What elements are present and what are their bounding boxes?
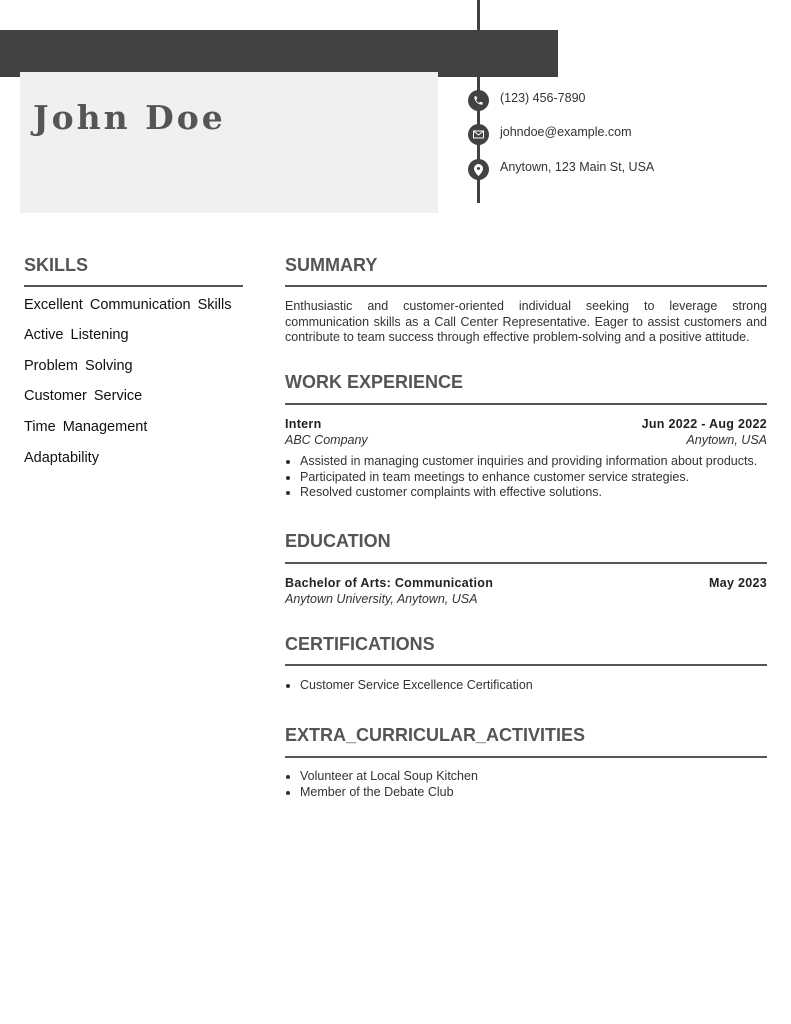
- skill-item: Excellent Communication Skills: [24, 297, 232, 313]
- divider: [285, 664, 767, 666]
- degree: Bachelor of Arts: Communication: [285, 576, 494, 590]
- job-dates: Jun 2022 - Aug 2022: [641, 417, 767, 431]
- skill-item: Time Management: [24, 419, 148, 435]
- name-box: [20, 72, 438, 213]
- email-icon: [468, 124, 489, 145]
- activities-list: [285, 769, 782, 800]
- graduation-date: May 2023: [709, 576, 767, 590]
- certification-item: • Customer Service Excellence Certification: [300, 678, 782, 694]
- education-heading: EDUCATION: [285, 531, 391, 551]
- activities-heading: EXTRA_CURRICULAR_ACTIVITIES: [285, 725, 586, 745]
- activity-item: • Member of the Debate Club: [300, 785, 782, 801]
- summary-heading: SUMMARY: [285, 255, 378, 275]
- address-text: Anytown, 123 Main St, USA: [500, 160, 655, 174]
- school: Anytown University, Anytown, USA: [285, 592, 478, 606]
- divider: [285, 403, 767, 405]
- divider: [285, 285, 767, 287]
- divider: [285, 562, 767, 564]
- divider: [24, 285, 243, 287]
- skill-item: Problem Solving: [24, 358, 133, 374]
- bullet-item: • Participated in team meetings to enhance customer service strategies.: [300, 470, 782, 486]
- activity-item: • Volunteer at Local Soup Kitchen: [300, 769, 782, 785]
- phone-text: (123) 456-7890: [500, 91, 586, 105]
- skill-item: Customer Service: [24, 388, 143, 404]
- divider: [285, 756, 767, 758]
- bullet-item: • Assisted in managing customer inquiries and providing information about products.: [300, 454, 782, 470]
- skills-heading: SKILLS: [24, 255, 89, 275]
- header-bar: [0, 30, 558, 77]
- bullet-item: • Resolved customer complaints with effective solutions.: [300, 485, 782, 501]
- job-subheader: [285, 433, 767, 447]
- job-location: Anytown, USA: [686, 433, 767, 447]
- candidate-name: John Doe: [33, 98, 226, 137]
- job-title: Intern: [285, 417, 322, 431]
- education-subheader: [285, 592, 767, 606]
- company-name: ABC Company: [285, 433, 368, 447]
- skill-item: Active Listening: [24, 327, 129, 343]
- email-text: johndoe@example.com: [500, 125, 632, 139]
- job-header: [285, 417, 767, 431]
- certification-list: [285, 678, 782, 694]
- job-bullets: [285, 454, 782, 501]
- work-heading: WORK EXPERIENCE: [285, 372, 464, 392]
- certifications-heading: CERTIFICATIONS: [285, 634, 435, 654]
- location-pin-icon: [468, 159, 489, 180]
- summary-text: Enthusiastic and customer-oriented individual seeking to leverage strong communication skills as a Call Center Representative. Eager to assist customers and contribute to team success through effective problem-solving and a positive attitude.: [285, 299, 767, 344]
- skill-item: Adaptability: [24, 450, 99, 466]
- phone-icon: [468, 90, 489, 111]
- education-header: [285, 576, 767, 590]
